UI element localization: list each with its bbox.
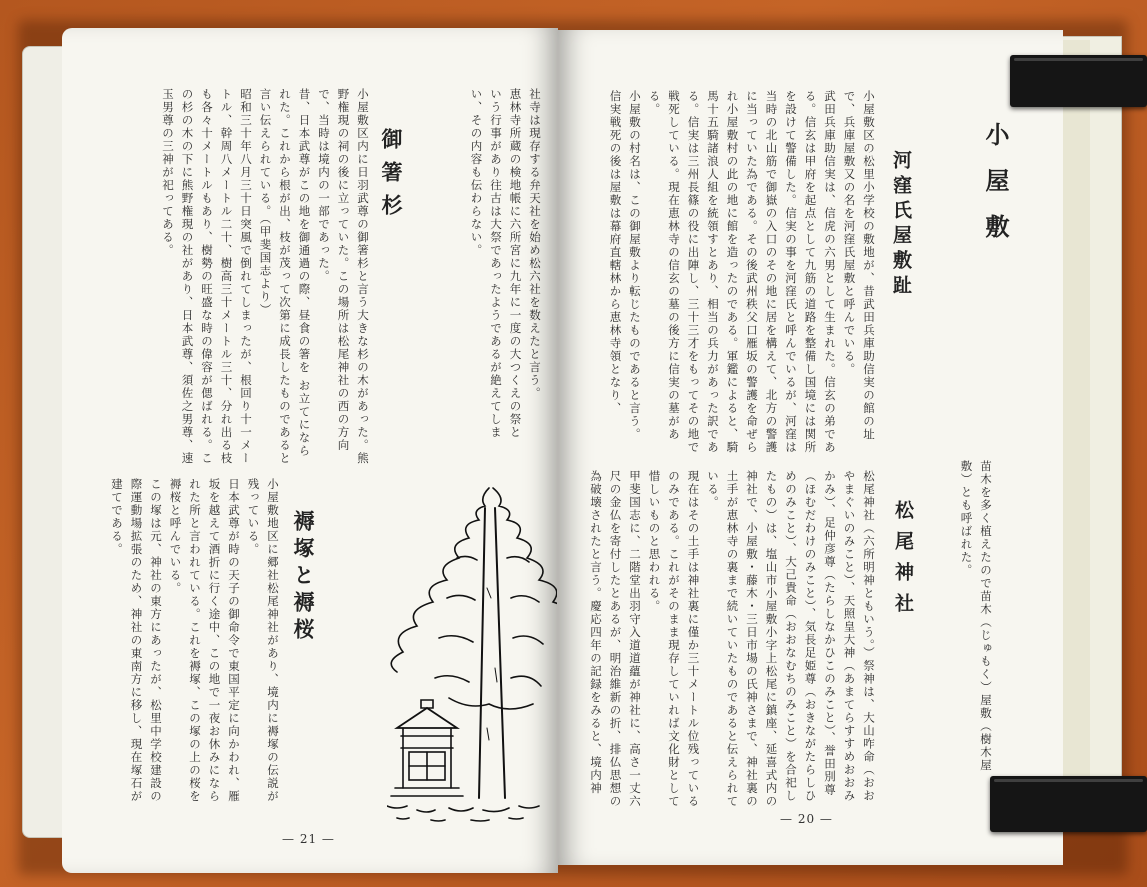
paragraph: 甲斐国志に、二階堂出羽守入道道蘊が神社に、高さ一丈六尺の金仏を寄付したとあるが、明治維新の折、排仏思想の為破壊されたと言う。慶応四年の記録をみると、境内神 — [589, 470, 642, 808]
paragraph: 松尾神社（六所明神ともいう。）祭神は、大山咋命（おおやまぐいのみこと）、天照皇大神（あまてらすすめおおみかみ）、足仲彦尊（たらしなかひこのみこと）、誉田別尊（ほむだわけのみこと）、気長足姫尊（おきながたらしひめのみこと）、大己貴命（おおなむちのみこと）を合祀したもの）は、塩山市小屋敷小字上松尾に鎮座、延喜式内の神社で、小屋敷・藤木・三日市場の氏神さまで、神社裏の土手が恵林寺の裏まで続いていたものであると伝えられている。 — [706, 470, 876, 808]
paragraph: 信実戦死の後は屋敷は幕府直轄林から恵林寺領となり、 — [608, 90, 623, 415]
left-top-note — [464, 88, 544, 448]
section-title-kawakubo: 河窪氏屋敷趾 — [890, 150, 912, 300]
section-title-shitone-zuka: 褥塚と褥桜 — [291, 510, 316, 645]
section-body-mihashi-sugi — [102, 88, 372, 468]
page-number-left: — 21 — — [282, 832, 335, 846]
section-body-matsuo-jinja — [588, 470, 878, 810]
paragraph: 昔、日本武尊がこの地を御通過の際、昼食の箸を お立てになられた。これから根が出、枝が茂って次第に成長したものであると言い伝えられている。（甲斐国志より） — [258, 88, 312, 465]
section-title-mihashi-sugi: 御箸杉 — [379, 128, 404, 227]
paragraph: 武田兵庫助信実は、信虎の六男として生まれた。信玄の弟である。信玄は甲府を起点として九筋の道路を整備し国境には関所を設けて警備した。信実の事を河窪氏と呼んでいるが、河窪は当時の北山筋で御嶽の入口のその地に居を構えて、北方の警護に当っていた為である。その後武州秩父口雁坂の警護を命ぜられ小屋敷村の此の地に館を造ったのである。軍鑑によると、騎馬十五騎諸浪人組を統領すとあり、相当の兵力があった訳である。信実は三州長篠の役に出陣し、三十三才をもってその地で戦死している。現在恵林寺の信玄の墓の後方に信実の墓がある。 — [647, 90, 837, 454]
note-line-2: 恵林寺所蔵の検地帳に六所宮に九年に一度の大つくえの祭という行事があり往古は大祭であったようであるが絶えてしまい、その内容も伝わらない。 — [469, 88, 523, 439]
chapter-title: 小屋敷 — [981, 122, 1010, 260]
chapter-note: 苗木を多く植えたので苗木（じゅもく）屋敷（樹木屋敷）とも呼ばれた。 — [959, 460, 993, 772]
section-body-shitone-zuka — [102, 478, 282, 808]
binder-clip-bottom — [990, 776, 1147, 832]
paragraph: 現在はその土手は神社裏に僅か三十メートル位残っているのみである。これがそのまま現存していれば文化財として惜しいものと思われる。 — [647, 470, 701, 808]
paragraph: 小屋敷区の松里小学校の敷地が、昔武田兵庫助信実の館の址で、兵庫屋敷又の名を河窪氏屋敷と呼んでいる。 — [842, 90, 876, 441]
binder-clip-top — [1010, 55, 1147, 107]
paragraph: 日本武尊が時の天子の御命令で東国平定に向かわれ、雁坂を越えて酒折に行く途中、この地で一夜お休みになられた所と言われている。これを褥塚、この塚の上の桜を褥桜と呼んでいる。 — [168, 478, 241, 803]
paragraph: この塚は元、神社の東方にあったが、松里中学校建設の際運動場拡張のため、神社の東南方に移し、現在塚石が建てである。 — [110, 478, 163, 803]
paragraph: 小屋敷区内に日羽武尊の御箸杉と言う大きな杉の木があった。熊野権現の祠の後に立っていた。この場所は松尾神社の西の方向で、当時は境内の一部であった。 — [317, 88, 370, 465]
shrine-and-cedar-illustration — [387, 468, 557, 828]
paragraph: 小屋敷の村名は、この御屋敷より転じたものであると言う。 — [628, 90, 642, 441]
paragraph: 昭和三十年八月三十日突風で倒れてしまったが、根回り十一メートル、幹周八メートル二十、樹高三十メートル三十、分れ出る枝も各々十メートルもあり、樹勢の旺盛な時の偉容が偲ばれる。この杉の木の下に熊野権現の社があり、日本武尊、須佐之男尊、速玉男尊の三神が祀ってある。 — [161, 88, 253, 465]
note-line-1: 社寺は現存する弁天社を始め松六社を数えたと言う。 — [528, 88, 542, 400]
section-title-matsuo-jinja: 松尾神社 — [892, 500, 914, 624]
page-number-right: — 20 — — [780, 812, 833, 826]
paragraph: 小屋敷地区に郷社松尾神社があり、境内に褥塚の伝説が残っている。 — [246, 478, 280, 803]
left-page — [62, 28, 558, 873]
right-page — [558, 30, 1063, 865]
section-body-kawakubo — [588, 90, 878, 460]
right-page-edge — [1060, 40, 1090, 800]
